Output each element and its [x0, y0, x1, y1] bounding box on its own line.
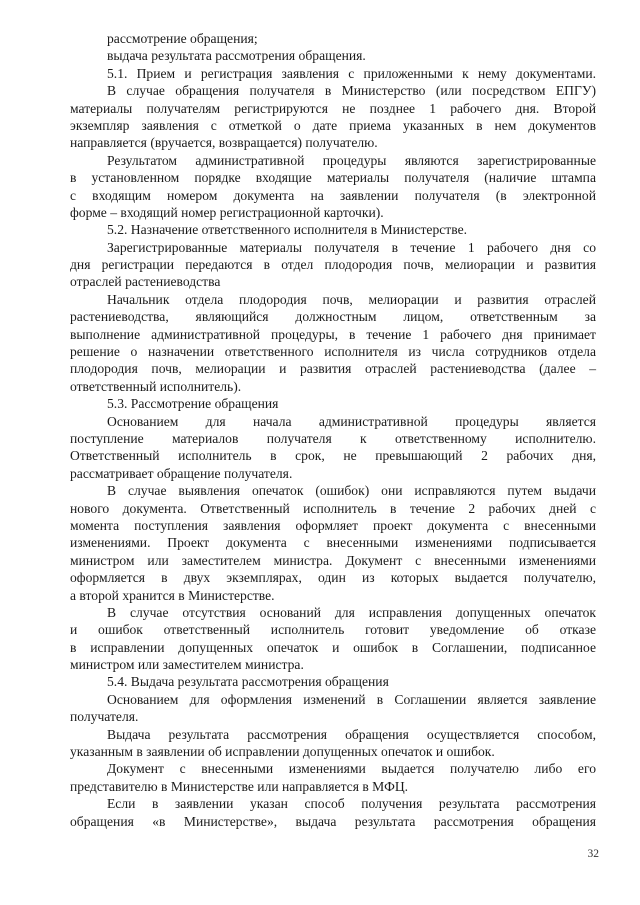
text-line: министром или заместителем министра. Документ с внесенными изменениями [70, 552, 596, 568]
text-line: В случае выявления опечаток (ошибок) они исправляются путем выдачи [107, 483, 596, 499]
text-line: выполнение административной процедуры, в течение 1 рабочего дня принимает [70, 326, 596, 342]
text-line: растениеводства, являющийся должностным лицом, ответственным за [70, 309, 596, 325]
text-line: Зарегистрированные материалы получателя в течение 1 рабочего дня со [107, 239, 596, 255]
text-line: с входящим номером документа на заявлении получателя (в электронной [70, 187, 596, 203]
text-line: рассматривает обращение получателя. [70, 465, 293, 481]
document-body [70, 30, 596, 830]
text-line: В случае обращения получателя в Министерство (или посредством ЕПГУ) [107, 83, 596, 99]
text-line: экземпляр заявления с отметкой о дате приема указанных в нем документов [70, 117, 596, 133]
text-line: рассмотрение обращения; [107, 31, 258, 46]
text-line: Если в заявлении указан способ получения результата рассмотрения [107, 796, 596, 812]
text-line: а второй хранится в Министерстве. [70, 587, 275, 603]
text-line: поступление материалов получателя к ответственному исполнителю. [70, 430, 596, 446]
text-line: изменениями. Проект документа с внесенными изменениями подписывается [70, 535, 596, 551]
text-line: ответственный исполнитель). [70, 378, 242, 394]
text-line: В случае отсутствия оснований для исправления допущенных опечаток [107, 604, 596, 620]
text-line: форме – входящий номер регистрационной карточки). [70, 204, 384, 220]
section-heading: 5.4. Выдача результата рассмотрения обращения [107, 674, 389, 690]
text-line: дня регистрации передаются в отдел плодородия почв, мелиорации и развития [70, 257, 596, 273]
text-line: обращения «в Министерстве», выдача результата рассмотрения обращения [70, 813, 596, 829]
text-line: Основанием для начала административной процедуры является [107, 413, 596, 429]
text-line: решение о назначении ответственного исполнителя из числа сотрудников отдела [70, 344, 596, 360]
text-line: отраслей растениеводства [70, 274, 221, 290]
text-line: момента поступления заявления оформляет проект документа с внесенными [70, 517, 596, 533]
text-line: указанным в заявлении об исправлении допущенных опечаток и ошибок. [70, 744, 495, 760]
section-heading: 5.3. Рассмотрение обращения [107, 396, 279, 412]
text-line: выдача результата рассмотрения обращения. [107, 48, 366, 64]
text-line: представителю в Министерстве или направляется в МФЦ. [70, 778, 409, 794]
page-number: 32 [587, 848, 599, 860]
text-line: Основанием для оформления изменений в Соглашении является заявление [107, 691, 596, 707]
text-line: плодородия почв, мелиорации и развития отраслей растениеводства (далее – [70, 361, 596, 377]
text-line: в исправлении допущенных опечаток и ошибок в Соглашении, подписанное [70, 639, 596, 655]
text-line: и ошибок ответственный исполнитель готовит уведомление об отказе [70, 622, 596, 638]
text-line: министром или заместителем министра. [70, 657, 304, 673]
text-line: Выдача результата рассмотрения обращения осуществляется способом, [107, 726, 596, 742]
text-line: материалы получателям регистрируются не позднее 1 рабочего дня. Второй [70, 100, 596, 116]
text-line: Результатом административной процедуры являются зарегистрированные [107, 152, 596, 168]
text-line: Ответственный исполнитель в срок, не превышающий 2 рабочих дня, [70, 448, 596, 464]
text-line: получателя. [70, 709, 139, 725]
text-line: нового документа. Ответственный исполнитель в течение 2 рабочих дней с [70, 500, 596, 516]
text-line: направляется (вручается, возвращается) получателю. [70, 135, 378, 151]
section-heading: 5.2. Назначение ответственного исполнителя в Министерстве. [107, 222, 468, 238]
section-heading: 5.1. Прием и регистрация заявления с приложенными к нему документами. [107, 65, 596, 81]
text-line: в установленном порядке входящие материалы получателя (наличие штампа [70, 170, 596, 186]
text-line: Документ с внесенными изменениями выдается получателю либо его [107, 761, 596, 777]
text-line: оформляется в двух экземплярах, один из которых выдается получателю, [70, 570, 596, 586]
text-line: Начальник отдела плодородия почв, мелиорации и развития отраслей [107, 291, 596, 307]
